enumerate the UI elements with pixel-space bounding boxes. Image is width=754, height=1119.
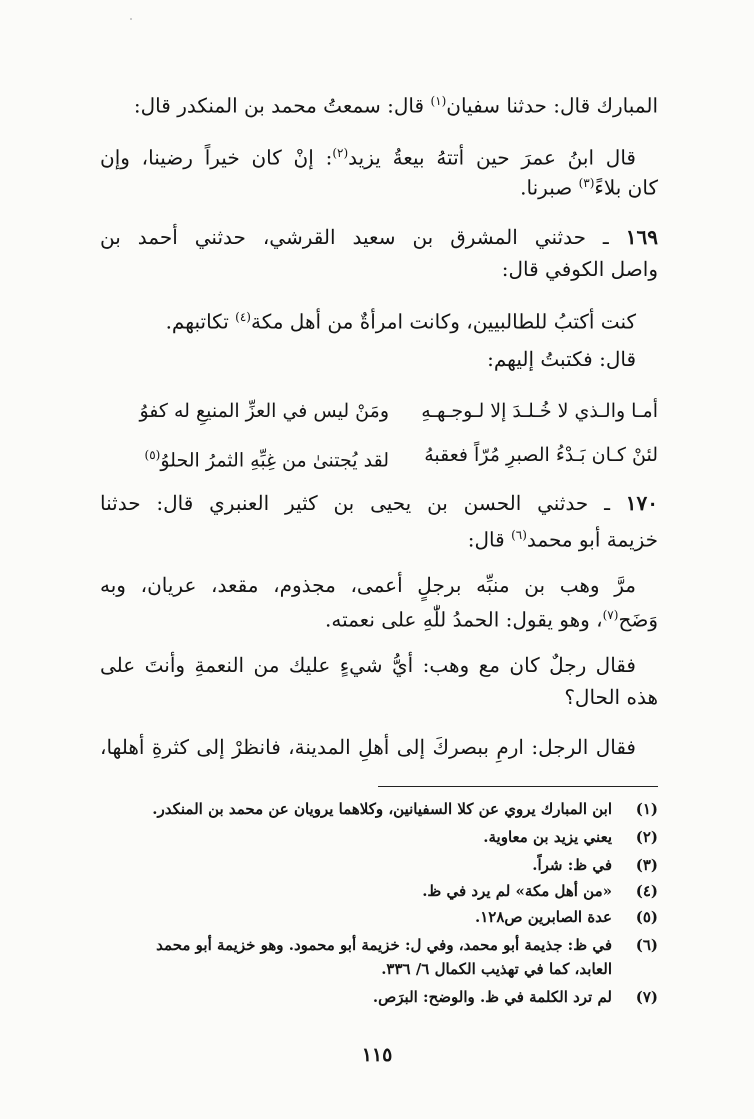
footnote-ref-4[interactable]: (٤): [235, 310, 251, 324]
footnote-1: [94, 798, 658, 820]
verse-2-first-hemistich: لئنْ كـان بَـدْءُ الصبرِ مُرّاً فعقبهُ: [424, 444, 658, 466]
body-line-4: ١٦٩ ـ حدثني المشرق بن سعيد القرشي، حدثني أحمد بن: [100, 225, 658, 249]
body-line-2: قال ابنُ عمرَ حين أتتهُ بيعةُ يزيد$^{(٢)}$: إنْ كان خيراً رضينا، وإن: [100, 145, 636, 170]
footnote-number: (٤): [635, 882, 658, 900]
narration-number-170: ١٧٠: [625, 491, 658, 515]
footnote-number: (٢): [635, 828, 658, 846]
body-line-6: كنت أكتبُ للطالبيين، وكانت امرأةٌ من أهل مكة$^{(٤)}$ تكاتبهم.: [165, 309, 636, 334]
footnote-3: [94, 854, 658, 876]
body-line-3: كان بلاءً$^{(٣)}$ صبرنا.: [520, 175, 658, 200]
footnote-ref-3[interactable]: (٣): [578, 176, 595, 190]
footnote-text: في ظ: شراً.: [532, 856, 612, 874]
footnote-6: [94, 934, 658, 956]
page-number: ١١٥: [361, 1044, 393, 1066]
footnote-ref-5[interactable]: (٥): [144, 448, 161, 462]
body-line-12: مرَّ وهب بن منبِّه برجلٍ أعمى، مجذوم، مقعد، عريان، وبه: [100, 573, 636, 597]
footnote-separator: [378, 786, 658, 787]
footnote-text: عدة الصابرين ص١٢٨.: [474, 908, 612, 926]
verse-2-second-hemistich: لقد يُجتنىٰ من غِبِّهِ الثمرُ الحلوُ$^{(٥)}$: [144, 448, 389, 472]
narration-number-169: ١٦٩: [625, 225, 658, 249]
footnote-5: [94, 906, 658, 928]
footnote-number: (١): [635, 800, 658, 818]
footnote-number: (٥): [635, 908, 658, 926]
verse-1-first-hemistich: أمـا والـذي لا خُـلـدَ إلا لـوجـهـهِ: [421, 400, 658, 422]
footnote-ref-1[interactable]: (١): [430, 94, 447, 108]
footnote-number: (٧): [635, 988, 658, 1006]
scan-speck: [130, 18, 132, 20]
footnote-ref-7[interactable]: (٧): [602, 608, 619, 622]
footnote-ref-6[interactable]: (٦): [511, 528, 527, 542]
verse-1-second-hemistich: ومَنْ ليس في العزِّ المنيعِ له كفوُ: [139, 400, 389, 422]
footnote-text: «من أهل مكة» لم يرد في ظ.: [422, 882, 612, 900]
footnote-text: في ظ: جذيمة أبو محمد، وفي ل: خزيمة أبو محمود. وهو خزيمة أبو محمد: [156, 936, 612, 954]
footnote-2: [94, 826, 658, 848]
body-line-11: خزيمة أبو محمد$^{(٦)}$ قال:: [467, 527, 658, 552]
footnote-4: [94, 880, 658, 902]
footnote-ref-2[interactable]: (٢): [332, 146, 349, 160]
footnote-number: (٦): [635, 936, 658, 954]
body-line-14: فقال رجلٌ كان مع وهب: أيُّ شيءٍ عليك من النعمةِ وأنتَ على: [100, 653, 636, 677]
footnote-text: يعني يزيد بن معاوية.: [483, 828, 612, 846]
body-line-5: واصل الكوفي قال:: [501, 257, 658, 281]
body-line-16: فقال الرجل: ارمِ ببصركَ إلى أهلِ المدينة، فانظرْ إلى كثرةِ أهلها،: [100, 735, 636, 759]
body-line-1: المبارك قال: حدثنا سفيان$^{(١)}$ قال: سمعتُ محمد بن المنكدر قال:: [133, 93, 658, 118]
footnote-text: لم ترد الكلمة في ظ. والوضح: البرَص.: [372, 988, 612, 1006]
footnote-6-continuation: العابد، كما في تهذيب الكمال ٦/ ٣٣٦.: [381, 960, 612, 978]
body-line-10: ١٧٠ ـ حدثني الحسن بن يحيى بن كثير العنبري قال: حدثنا: [100, 491, 658, 515]
body-line-7: قال: فكتبتُ إليهم:: [487, 347, 636, 371]
footnote-number: (٣): [635, 856, 658, 874]
footnote-7: [94, 986, 658, 1008]
body-line-15: هذه الحال؟: [564, 685, 658, 709]
footnote-text: ابن المبارك يروي عن كلا السفيانين، وكلاهما يرويان عن محمد بن المنكدر.: [152, 800, 612, 818]
body-line-13: وَضَح$^{(٧)}$، وهو يقول: الحمدُ للّٰهِ على نعمته.: [325, 607, 658, 632]
